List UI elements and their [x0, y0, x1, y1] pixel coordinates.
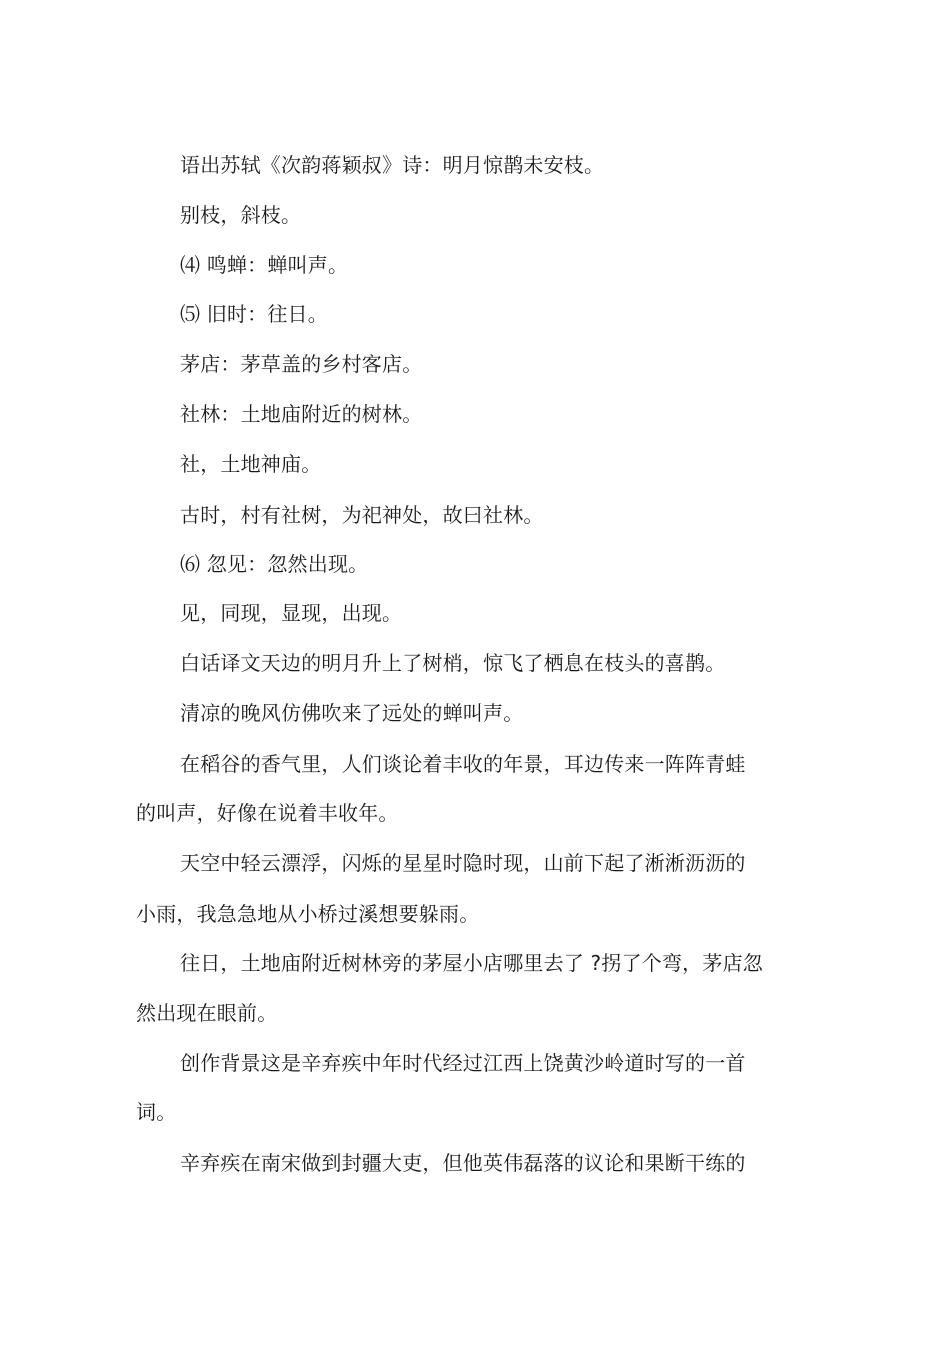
- text-line: 在稻谷的香气里，人们谈论着丰收的年景，耳边传来一阵阵青蛙: [180, 752, 746, 776]
- text-line: 古时，村有社树，为祀神处，故曰社林。: [180, 503, 544, 527]
- text-line: ⑸ 旧时：往日。: [180, 302, 328, 326]
- text-line: 创作背景这是辛弃疾中年时代经过江西上饶黄沙岭道时写的一首: [180, 1051, 746, 1075]
- text-line: 社，土地神庙。: [180, 452, 322, 476]
- text-line: 然出现在眼前。: [136, 1001, 278, 1025]
- text-line: 见，同现，显现，出现。: [180, 601, 403, 625]
- text-line: 语出苏轼《次韵蒋颖叔》诗：明月惊鹊未安枝。: [180, 153, 605, 177]
- text-line: 小雨，我急急地从小桥过溪想要躲雨。: [136, 902, 480, 926]
- text-line: 辛弃疾在南宋做到封疆大吏，但他英伟磊落的议论和果断干练的: [180, 1151, 746, 1175]
- text-line: 社林：土地庙附近的树林。: [180, 402, 423, 426]
- text-line: 白话译文天边的明月升上了树梢，惊飞了栖息在枝头的喜鹊。: [180, 651, 726, 675]
- text-line: 清凉的晚风仿佛吹来了远处的蝉叫声。: [180, 701, 524, 725]
- text-line: 别枝，斜枝。: [180, 203, 302, 227]
- text-line: 词。: [136, 1100, 177, 1124]
- text-line: ⑷ 鸣蝉：蝉叫声。: [180, 253, 349, 277]
- text-line: 茅店：茅草盖的乡村客店。: [180, 352, 423, 376]
- text-line: ⑹ 忽见：忽然出现。: [180, 552, 369, 576]
- text-line: 天空中轻云漂浮，闪烁的星星时隐时现，山前下起了淅淅沥沥的: [180, 851, 746, 875]
- text-line: 的叫声，好像在说着丰收年。: [136, 801, 399, 825]
- text-line: 往日，土地庙附近树林旁的茅屋小店哪里去了 ?拐了个弯，茅店忽: [180, 951, 763, 975]
